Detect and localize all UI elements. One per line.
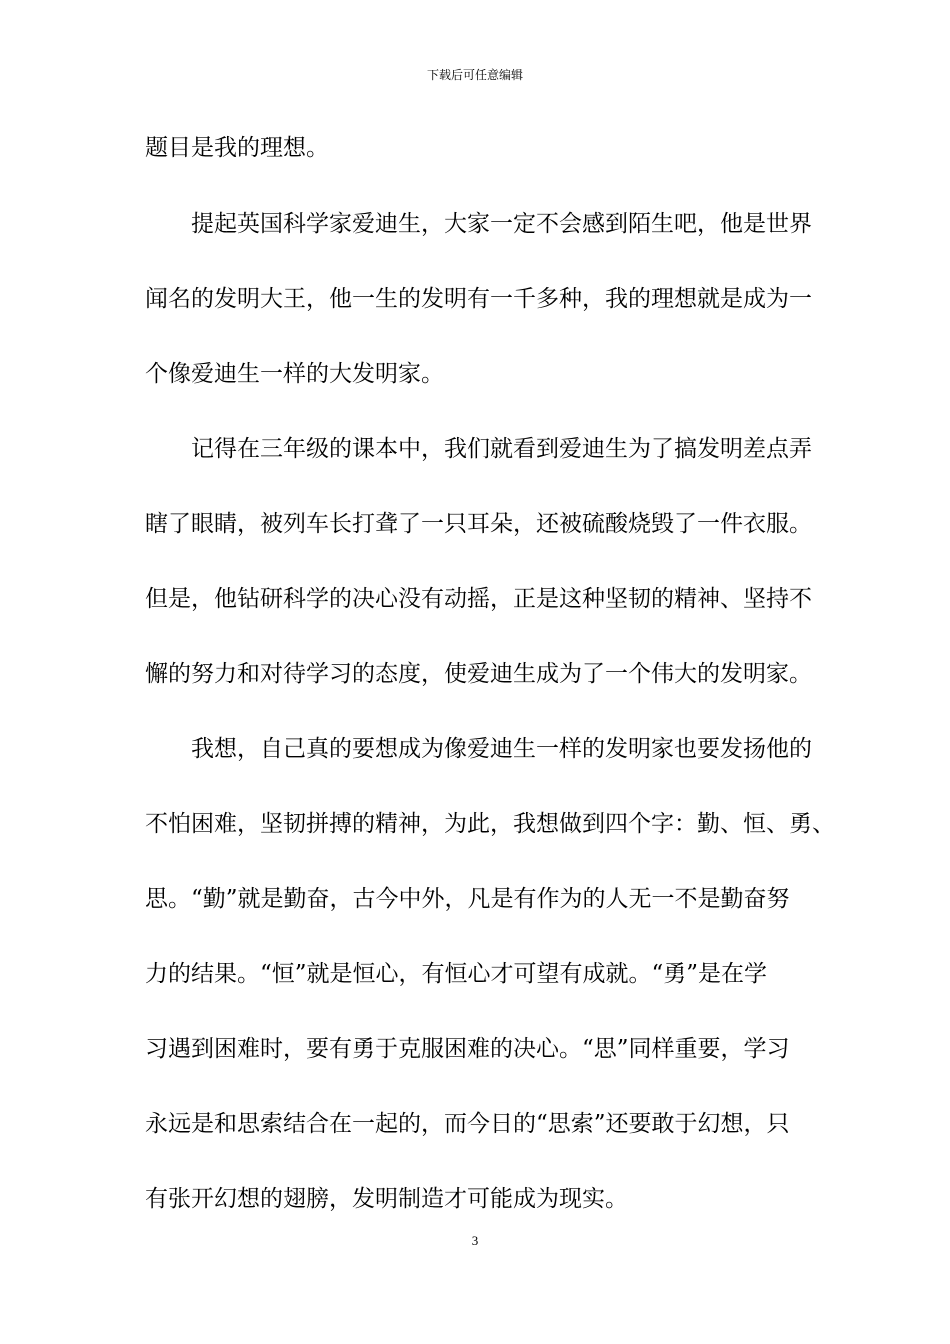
text-line: 有张开幻想的翅膀，发明制造才可能成为现实。	[145, 1186, 628, 1212]
text-line: 个像爱迪生一样的大发明家。	[145, 361, 444, 387]
text-line: 记得在三年级的课本中，我们就看到爱迪生为了搞发明差点弄	[145, 436, 812, 462]
text-line: 我想，自己真的要想成为像爱迪生一样的发明家也要发扬他的	[145, 736, 812, 762]
text-line: 闻名的发明大王，他一生的发明有一千多种，我的理想就是成为一	[145, 286, 812, 312]
text-line: 提起英国科学家爱迪生，大家一定不会感到陌生吧，他是世界	[145, 211, 812, 237]
page-header: 下载后可任意编辑	[426, 68, 523, 82]
text-line: 但是，他钻研科学的决心没有动摇，正是这种坚韧的精神、坚持不	[145, 586, 812, 612]
text-line: 不怕困难，坚韧拼搏的精神，为此，我想做到四个字：勤、恒、勇、	[145, 811, 835, 837]
text-line: 永远是和思索结合在一起的，而今日的“思索”还要敢于幻想，只	[145, 1111, 790, 1137]
page-number: 3	[471, 1233, 479, 1248]
text-line: 习遇到困难时，要有勇于克服困难的决心。“思”同样重要，学习	[145, 1036, 790, 1062]
text-line: 瞎了眼睛，被列车长打聋了一只耳朵，还被硫酸烧毁了一件衣服。	[145, 511, 812, 537]
text-line: 思。“勤”就是勤奋，古今中外，凡是有作为的人无一不是勤奋努	[145, 886, 790, 912]
text-line: 懈的努力和对待学习的态度，使爱迪生成为了一个伟大的发明家。	[145, 661, 812, 687]
text-line: 力的结果。“恒”就是恒心，有恒心才可望有成就。“勇”是在学	[145, 961, 768, 987]
text-line: 题目是我的理想。	[145, 135, 329, 161]
